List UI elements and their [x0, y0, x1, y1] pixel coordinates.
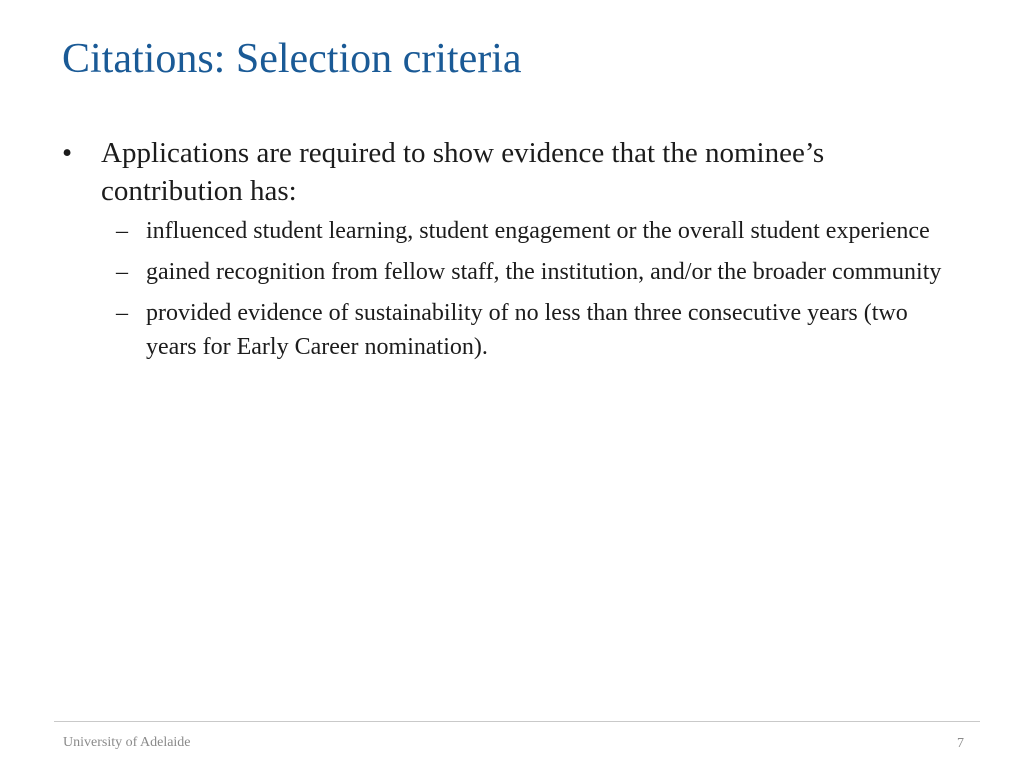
footer-organization: University of Adelaide: [63, 735, 191, 750]
footer-divider: [54, 721, 980, 722]
sub-bullet-item: [62, 255, 962, 289]
slide-title: Citations: Selection criteria: [62, 36, 522, 82]
sub-bullet-text: influenced student learning, student engagement or the overall student experience: [146, 218, 930, 244]
sub-bullet-item: [62, 296, 962, 364]
sub-bullet-text: provided evidence of sustainability of no less than three consecutive years (two years for Early Career nomination).: [146, 300, 908, 360]
sub-bullet-marker: –: [116, 218, 128, 244]
bullet-marker: •: [62, 137, 73, 169]
slide-content: [62, 134, 962, 371]
sub-bullet-text: gained recognition from fellow staff, the institution, and/or the broader community: [146, 259, 942, 285]
page-number: 7: [957, 736, 964, 751]
bullet-item: [62, 134, 962, 210]
sub-bullet-marker: –: [116, 300, 128, 326]
bullet-text: Applications are required to show evidence that the nominee’s contribution has:: [101, 137, 825, 207]
sub-bullet-item: [62, 214, 962, 248]
sub-bullet-marker: –: [116, 259, 128, 285]
sub-bullet-list: [62, 214, 962, 364]
